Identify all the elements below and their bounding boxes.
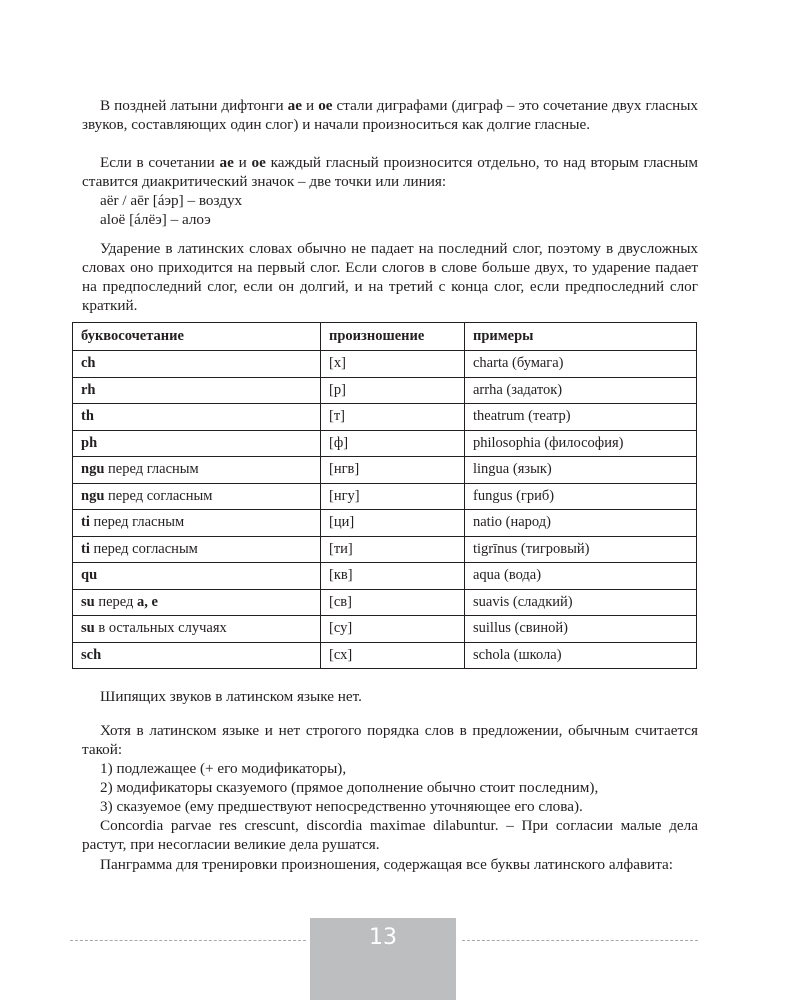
letter-combination: ch: [81, 355, 96, 372]
pronunciation-cell: [ти]: [321, 536, 465, 563]
example-cell: tigrīnus (тигровый): [465, 536, 697, 563]
example-cell: theatrum (театр): [465, 404, 697, 431]
table-row: [73, 483, 697, 510]
example-cell: schola (школа): [465, 642, 697, 669]
letter-combination-cell: [73, 589, 321, 616]
example-cell: suavis (сладкий): [465, 589, 697, 616]
letter-combination-cell: [73, 483, 321, 510]
footer-divider-right: [462, 940, 698, 941]
paragraph-stress: Ударение в латинских словах обычно не падает на последний слог, поэтому в двусложных словах оно приходится на первый слог. Если слогов в слове больше двух, то ударение падает на предпоследний слог, если он долгий, и на третий с конца слог, если предпоследний слог краткий.: [82, 240, 698, 314]
condition: перед гласным: [89, 514, 185, 531]
paragraph-concordia: Concordia parvae res crescunt, discordia maximae dilabuntur. – При согласии малые дела растут, при несогласии великие дела рушатся.: [82, 817, 698, 853]
pronunciation-cell: [сх]: [321, 642, 465, 669]
example-cell: suillus (свиной): [465, 616, 697, 643]
table-row: [73, 642, 697, 669]
bold-term: oe: [251, 154, 266, 171]
pronunciation-cell: [ф]: [321, 430, 465, 457]
letter-combination-cell: [73, 430, 321, 457]
pronunciation-table: [72, 322, 697, 669]
example-cell: philosophia (философия): [465, 430, 697, 457]
bold-term: oe: [318, 97, 333, 114]
letter-combination-cell: [73, 351, 321, 378]
condition: перед: [94, 593, 138, 610]
list-item: 3) сказуемое (ему предшествуют непосредственно уточняющее его слова).: [100, 798, 583, 815]
table-row: [73, 510, 697, 537]
pronunciation-cell: [р]: [321, 377, 465, 404]
text: Если в сочетании: [100, 154, 220, 171]
pronunciation-cell: [нгу]: [321, 483, 465, 510]
table-row: [73, 616, 697, 643]
example-aloe: aloë [áлёэ] – алоэ: [100, 211, 211, 228]
table-row: [73, 589, 697, 616]
paragraph-diacritics: [82, 153, 698, 191]
text: стали диграфами (диграф – это сочетание двух гласных звуков, составляющих один слог) и начали произноситься как долгие гласные.: [82, 97, 698, 133]
condition-letters: a, e: [137, 593, 158, 610]
letter-combination-cell: [73, 404, 321, 431]
example-cell: charta (бумага): [465, 351, 697, 378]
column-header: примеры: [465, 323, 697, 351]
letter-combination-cell: [73, 642, 321, 669]
letter-combination-cell: [73, 563, 321, 590]
paragraph-sibilants: Шипящих звуков в латинском языке нет.: [100, 688, 362, 705]
text: и: [302, 97, 319, 114]
letter-combination: sch: [81, 646, 102, 663]
letter-combination: ngu: [81, 461, 105, 478]
letter-combination: su: [81, 620, 95, 637]
text: В поздней латыни дифтонги: [100, 97, 288, 114]
letter-combination-cell: [73, 457, 321, 484]
list-item: 1) подлежащее (+ его модификаторы),: [100, 760, 347, 777]
example-cell: lingua (язык): [465, 457, 697, 484]
paragraph-digraphs: [82, 96, 698, 134]
letter-combination: th: [81, 408, 94, 425]
table-row: [73, 457, 697, 484]
pronunciation-cell: [т]: [321, 404, 465, 431]
example-cell: natio (народ): [465, 510, 697, 537]
table-row: [73, 351, 697, 378]
pronunciation-cell: [св]: [321, 589, 465, 616]
pronunciation-cell: [су]: [321, 616, 465, 643]
letter-combination: ph: [81, 434, 98, 451]
list-item: 2) модификаторы сказуемого (прямое дополнение обычно стоит последним),: [100, 779, 599, 796]
letter-combination: rh: [81, 381, 96, 398]
letter-combination: ngu: [81, 487, 105, 504]
table-row: [73, 404, 697, 431]
table-row: [73, 563, 697, 590]
page-number: 13: [369, 925, 397, 950]
letter-combination: ti: [81, 514, 90, 531]
table-header-row: [73, 323, 697, 351]
example-cell: arrha (задаток): [465, 377, 697, 404]
letter-combination: su: [81, 593, 95, 610]
column-header: буквосочетание: [73, 323, 321, 351]
condition: перед согласным: [89, 540, 198, 557]
condition: перед согласным: [104, 487, 213, 504]
letter-combination-cell: [73, 377, 321, 404]
example-aer: aër / aēr [áэр] – воздух: [100, 192, 243, 209]
pronunciation-cell: [нгв]: [321, 457, 465, 484]
table-row: [73, 377, 697, 404]
letter-combination-cell: [73, 616, 321, 643]
text: и: [233, 154, 252, 171]
table-row: [73, 536, 697, 563]
letter-combination: ti: [81, 540, 90, 557]
pronunciation-cell: [ци]: [321, 510, 465, 537]
letter-combination-cell: [73, 536, 321, 563]
example-cell: fungus (гриб): [465, 483, 697, 510]
pronunciation-cell: [кв]: [321, 563, 465, 590]
pronunciation-cell: [х]: [321, 351, 465, 378]
column-header: произношение: [321, 323, 465, 351]
table-row: [73, 430, 697, 457]
condition: в остальных случаях: [94, 620, 227, 637]
condition: перед гласным: [104, 461, 199, 478]
paragraph-word-order: Хотя в латинском языке и нет строгого порядка слов в предложении, обычным считается такой:: [82, 722, 698, 758]
footer-divider-left: [70, 940, 306, 941]
letter-combination: qu: [81, 567, 98, 584]
bold-term: ae: [287, 97, 302, 114]
paragraph-pangram: Панграмма для тренировки произношения, содержащая все буквы латинского алфавита:: [100, 856, 674, 873]
text: каждый гласный произносится отдельно, то над вторым гласным ставится диакритический значок – две точки или линия:: [82, 154, 698, 190]
letter-combination-cell: [73, 510, 321, 537]
bold-term: ae: [219, 154, 234, 171]
example-cell: aqua (вода): [465, 563, 697, 590]
